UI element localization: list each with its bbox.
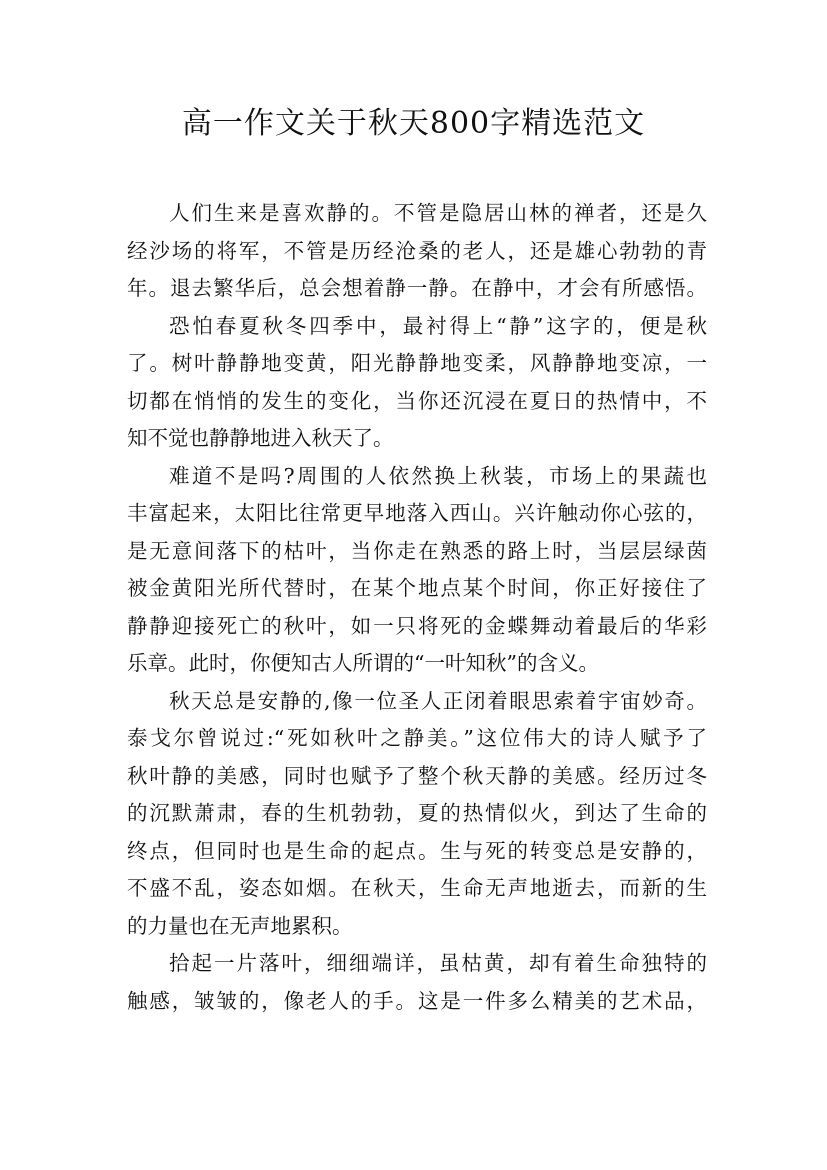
text-line: 了。树叶静静地变黄，阳光静静地变柔，风静静地变凉，一: [127, 351, 707, 375]
text-line: 不盛不乱，姿态如烟。在秋天，生命无声地逝去，而新的生: [127, 876, 707, 900]
text-line: 难道不是吗?周围的人依然换上秋装，市场上的果蔬也: [169, 463, 707, 488]
text-line: 静静迎接死亡的秋叶，如一只将死的金蝶舞动着最后的华彩: [127, 613, 707, 638]
text-line: 年。退去繁华后，总会想着静一静。在静中，才会有所感悟。: [127, 276, 707, 300]
text-line: 触感，皱皱的，像老人的手。这是一件多么精美的艺术品，: [127, 988, 707, 1013]
text-line: 经沙场的将军，不管是历经沧桑的老人，还是雄心勃勃的青: [127, 238, 707, 263]
text-line: 人们生来是喜欢静的。不管是隐居山林的禅者，还是久: [169, 201, 707, 225]
text-line: 秋天总是安静的,像一位圣人正闭着眼思索着宇宙妙奇。: [169, 688, 707, 713]
document-title: 高一作文关于秋天800字精选范文: [181, 106, 646, 141]
text-line: 乐章。此时，你便知古人所谓的“一叶知秋”的含义。: [127, 651, 599, 675]
text-line: 知不觉也静静地进入秋天了。: [127, 426, 394, 450]
text-line: 切都在悄悄的发生的变化，当你还沉浸在夏日的热情中，不: [127, 388, 707, 413]
text-line: 拾起一片落叶，细细端详，虽枯黄，却有着生命独特的: [169, 951, 707, 975]
text-line: 丰富起来，太阳比往常更早地落入西山。兴许触动你心弦的，: [127, 501, 707, 525]
text-line: 的力量也在无声地累积。: [127, 913, 353, 938]
text-line: 秋叶静的美感，同时也赋予了整个秋天静的美感。经历过冬: [127, 763, 707, 788]
text-line: 的沉默萧肃，春的生机勃勃，夏的热情似火，到达了生命的: [127, 801, 707, 825]
article-body: [127, 195, 707, 1020]
text-line: 是无意间落下的枯叶，当你走在熟悉的路上时，当层层绿茵: [127, 538, 707, 563]
text-line: 终点，但同时也是生命的起点。生与死的转变总是安静的，: [127, 838, 707, 863]
text-line: 被金黄阳光所代替时，在某个地点某个时间，你正好接住了: [127, 576, 707, 600]
text-line: 泰戈尔曾说过:“死如秋叶之静美。”这位伟大的诗人赋予了: [127, 726, 707, 750]
text-line: 恐怕春夏秋冬四季中，最衬得上“静”这字的，便是秋: [169, 313, 707, 338]
